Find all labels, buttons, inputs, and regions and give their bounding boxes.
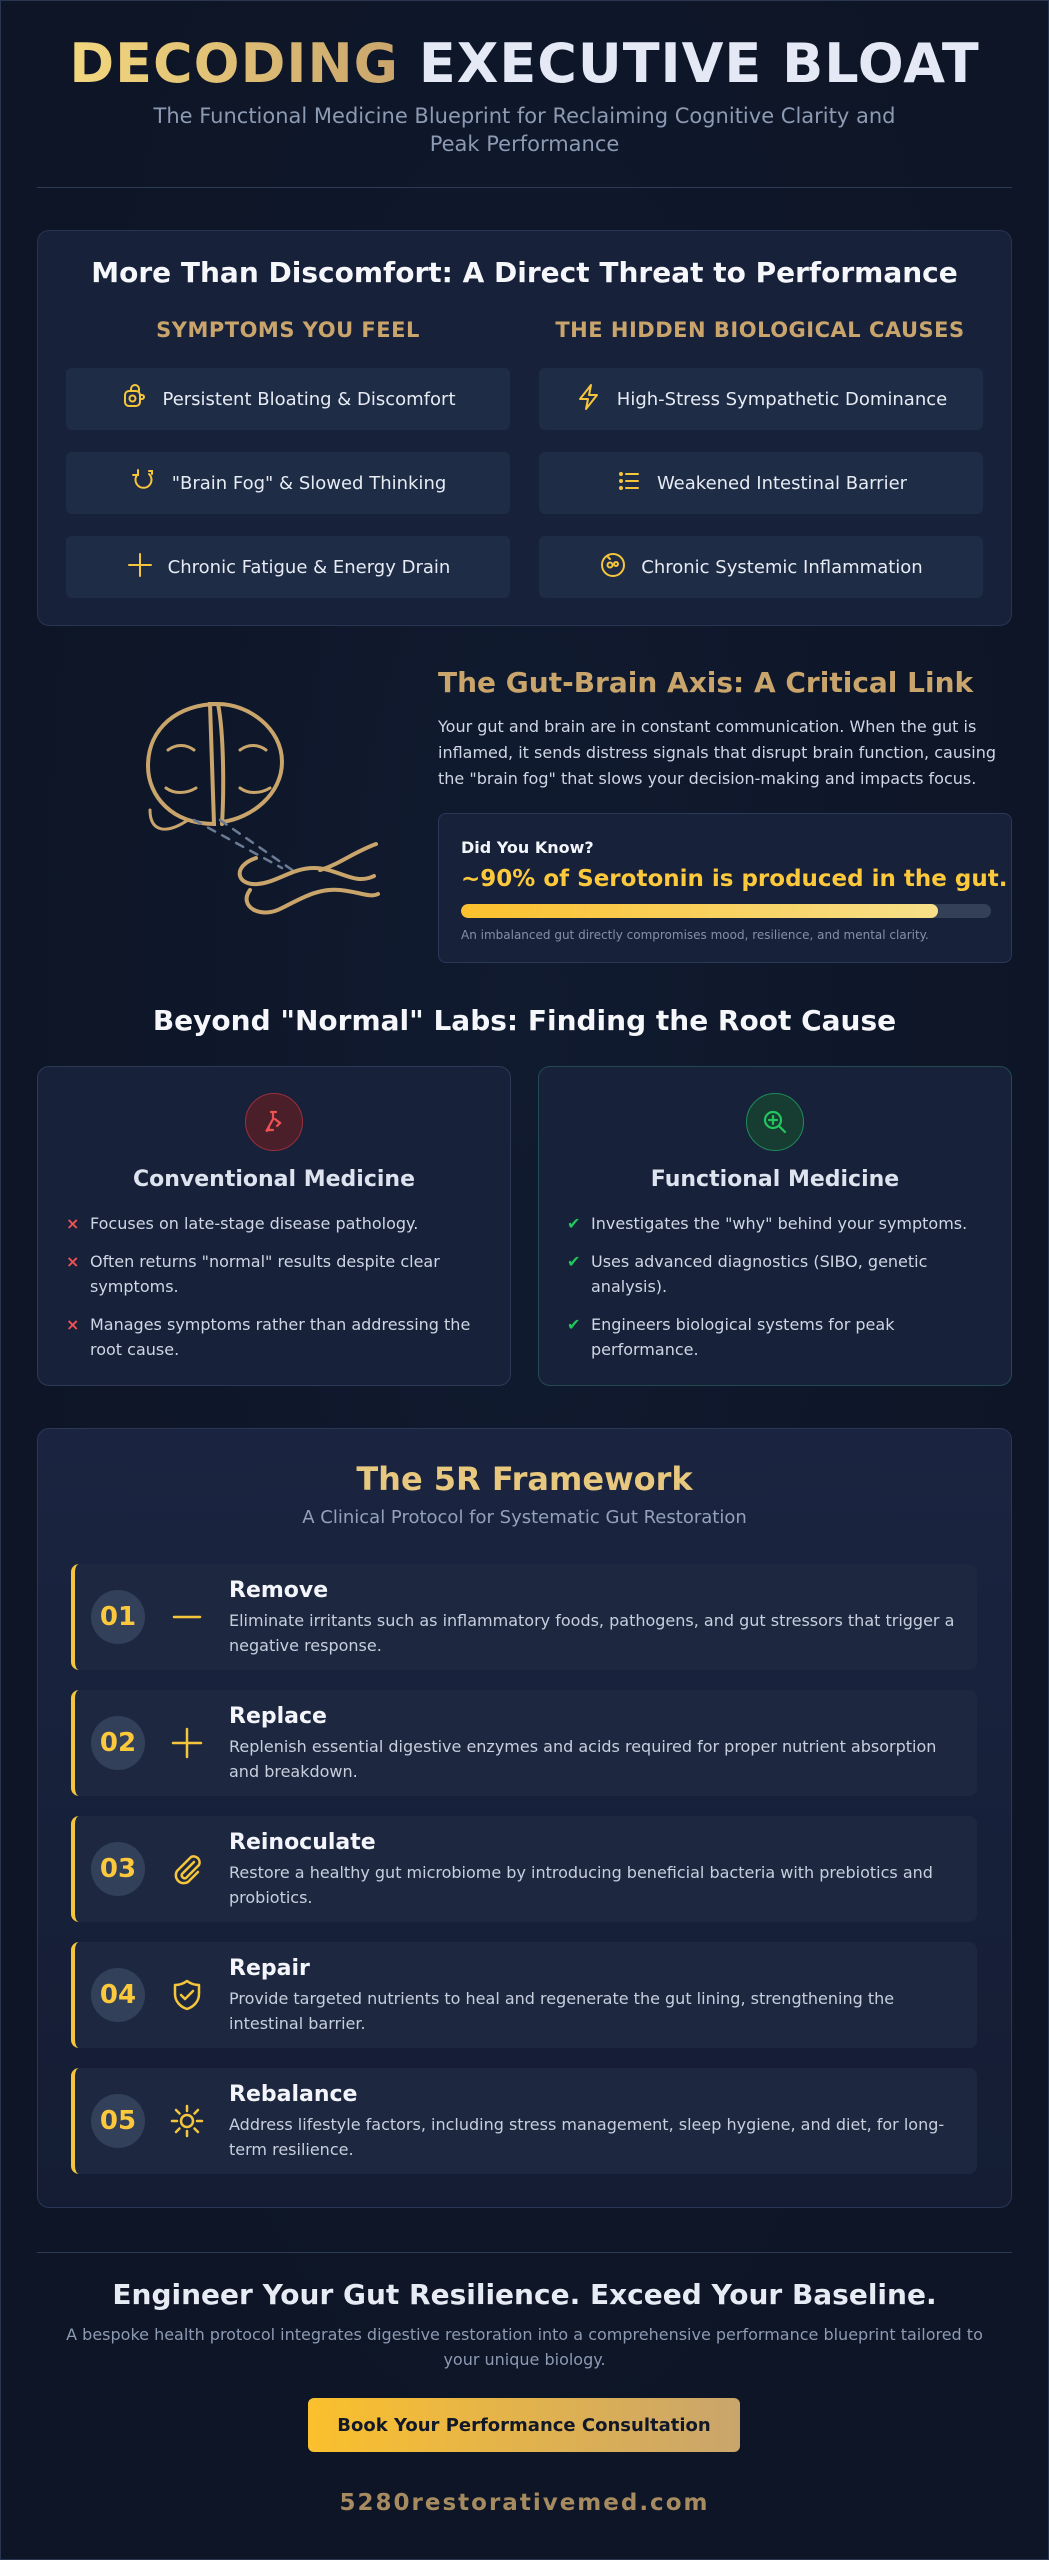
gut-brain-title: The Gut-Brain Axis: A Critical Link bbox=[438, 666, 974, 699]
cause-item bbox=[539, 368, 983, 430]
framework-title: The 5R Framework bbox=[356, 1460, 693, 1498]
step-description: Provide targeted nutrients to heal and regenerate the gut lining, strengthening the intestinal barrier. bbox=[229, 1989, 895, 2033]
refresh-brain-icon bbox=[130, 467, 158, 500]
step-name: Rebalance bbox=[229, 2082, 358, 2107]
causes-heading: THE HIDDEN BIOLOGICAL CAUSES bbox=[555, 318, 965, 342]
symptom-item bbox=[66, 452, 510, 514]
framework-step-repair bbox=[71, 1942, 977, 2048]
paperclip-icon bbox=[167, 1849, 207, 1889]
framework-step-replace bbox=[71, 1690, 977, 1796]
framework-step-reinoculate bbox=[71, 1816, 977, 1922]
plus-icon bbox=[126, 551, 154, 584]
title-main: EXECUTIVE BLOAT bbox=[418, 32, 980, 95]
list-item: ✔ Investigates the "why" behind your symptoms. bbox=[567, 1211, 997, 1236]
framework-step-rebalance bbox=[71, 2068, 977, 2174]
book-consultation-button[interactable]: Book Your Performance Consultation bbox=[308, 2398, 740, 2452]
list-item: × Focuses on late-stage disease pathology. bbox=[66, 1211, 496, 1236]
list-icon bbox=[615, 467, 643, 500]
list-item: ✔ Engineers biological systems for peak performance. bbox=[567, 1312, 997, 1362]
step-description: Replenish essential digestive enzymes and acids required for proper nutrient absorption and breakdown. bbox=[229, 1737, 937, 1781]
step-name: Repair bbox=[229, 1956, 310, 1981]
step-number: 03 bbox=[91, 1842, 145, 1896]
check-mark-icon: ✔ bbox=[567, 1252, 581, 1271]
page-title bbox=[0, 32, 1049, 95]
functional-points bbox=[567, 1211, 997, 1375]
symptom-item bbox=[66, 536, 510, 598]
check-mark-icon: ✔ bbox=[567, 1214, 581, 1233]
gut-brain-text: Your gut and brain are in constant communication. When the gut is inflamed, it sends distress signals that disrupt brain function, causing the "brain fog" that slows your decision-making and impacts focus. bbox=[438, 717, 997, 788]
stomach-icon bbox=[120, 383, 148, 416]
step-name: Replace bbox=[229, 1704, 327, 1729]
conventional-points bbox=[66, 1211, 496, 1375]
cause-label: Weakened Intestinal Barrier bbox=[656, 472, 908, 494]
divider bbox=[37, 2252, 1012, 2253]
divider bbox=[37, 187, 1012, 188]
symptom-label: "Brain Fog" & Slowed Thinking bbox=[171, 472, 447, 494]
cause-label: High-Stress Sympathetic Dominance bbox=[616, 388, 948, 410]
website-link[interactable]: 5280restorativemed.com bbox=[339, 2490, 710, 2516]
x-mark-icon: × bbox=[66, 1214, 80, 1233]
check-mark-icon: ✔ bbox=[567, 1315, 581, 1334]
step-number: 04 bbox=[91, 1968, 145, 2022]
symptom-label: Chronic Fatigue & Energy Drain bbox=[167, 556, 451, 578]
symptoms-heading: SYMPTOMS YOU FEEL bbox=[156, 318, 420, 342]
did-you-know-card bbox=[438, 813, 1012, 963]
did-you-know-note: An imbalanced gut directly compromises mood, resilience, and mental clarity. bbox=[461, 928, 929, 942]
serotonin-progress-bar bbox=[461, 904, 991, 918]
serotonin-stat: ~90% of Serotonin is produced in the gut. bbox=[461, 866, 1008, 892]
magnify-plus-icon bbox=[746, 1093, 804, 1151]
conventional-card bbox=[37, 1066, 511, 1386]
serotonin-progress-fill bbox=[461, 904, 938, 918]
sun-icon bbox=[167, 2101, 207, 2141]
title-highlight: DECODING bbox=[69, 32, 400, 95]
cause-item bbox=[539, 452, 983, 514]
inflammation-icon bbox=[599, 551, 627, 584]
step-number: 05 bbox=[91, 2094, 145, 2148]
shield-check-icon bbox=[167, 1975, 207, 2015]
framework-step-remove bbox=[71, 1564, 977, 1670]
step-description: Restore a healthy gut microbiome by introducing beneficial bacteria with prebiotics and probiotics. bbox=[229, 1863, 933, 1907]
cta-title: Engineer Your Gut Resilience. Exceed Your Baseline. bbox=[112, 2278, 937, 2311]
symptom-item bbox=[66, 368, 510, 430]
cause-item bbox=[539, 536, 983, 598]
did-you-know-label: Did You Know? bbox=[461, 838, 594, 857]
list-item: ✔ Uses advanced diagnostics (SIBO, genetic analysis). bbox=[567, 1249, 997, 1299]
minus-icon bbox=[167, 1597, 207, 1637]
step-name: Reinoculate bbox=[229, 1830, 376, 1855]
medicine-flask-icon bbox=[245, 1093, 303, 1151]
plus-icon bbox=[167, 1723, 207, 1763]
threat-title: More Than Discomfort: A Direct Threat to Performance bbox=[91, 256, 958, 289]
framework-subtitle: A Clinical Protocol for Systematic Gut Restoration bbox=[302, 1507, 747, 1528]
functional-card bbox=[538, 1066, 1012, 1386]
x-mark-icon: × bbox=[66, 1252, 80, 1271]
x-mark-icon: × bbox=[66, 1315, 80, 1334]
cause-label: Chronic Systemic Inflammation bbox=[641, 556, 923, 578]
step-number: 01 bbox=[91, 1590, 145, 1644]
list-item: × Manages symptoms rather than addressing the root cause. bbox=[66, 1312, 496, 1362]
page-subtitle: The Functional Medicine Blueprint for Reclaiming Cognitive Clarity and Peak Performance bbox=[153, 104, 896, 156]
step-number: 02 bbox=[91, 1716, 145, 1770]
list-item: × Often returns "normal" results despite clear symptoms. bbox=[66, 1249, 496, 1299]
root-cause-title: Beyond "Normal" Labs: Finding the Root Cause bbox=[152, 1004, 897, 1037]
cta-subtitle: A bespoke health protocol integrates digestive restoration into a comprehensive performance blueprint tailored to your unique biology. bbox=[66, 2325, 983, 2369]
step-description: Eliminate irritants such as inflammatory foods, pathogens, and gut stressors that trigger a negative response. bbox=[229, 1611, 955, 1655]
conventional-title: Conventional Medicine bbox=[133, 1167, 415, 1192]
gut-brain-illustration bbox=[90, 690, 410, 930]
symptom-label: Persistent Bloating & Discomfort bbox=[162, 388, 456, 410]
functional-title: Functional Medicine bbox=[650, 1167, 900, 1192]
lightning-icon bbox=[575, 383, 603, 416]
step-description: Address lifestyle factors, including stress management, sleep hygiene, and diet, for long-term resilience. bbox=[229, 2115, 945, 2159]
step-name: Remove bbox=[229, 1578, 329, 1603]
